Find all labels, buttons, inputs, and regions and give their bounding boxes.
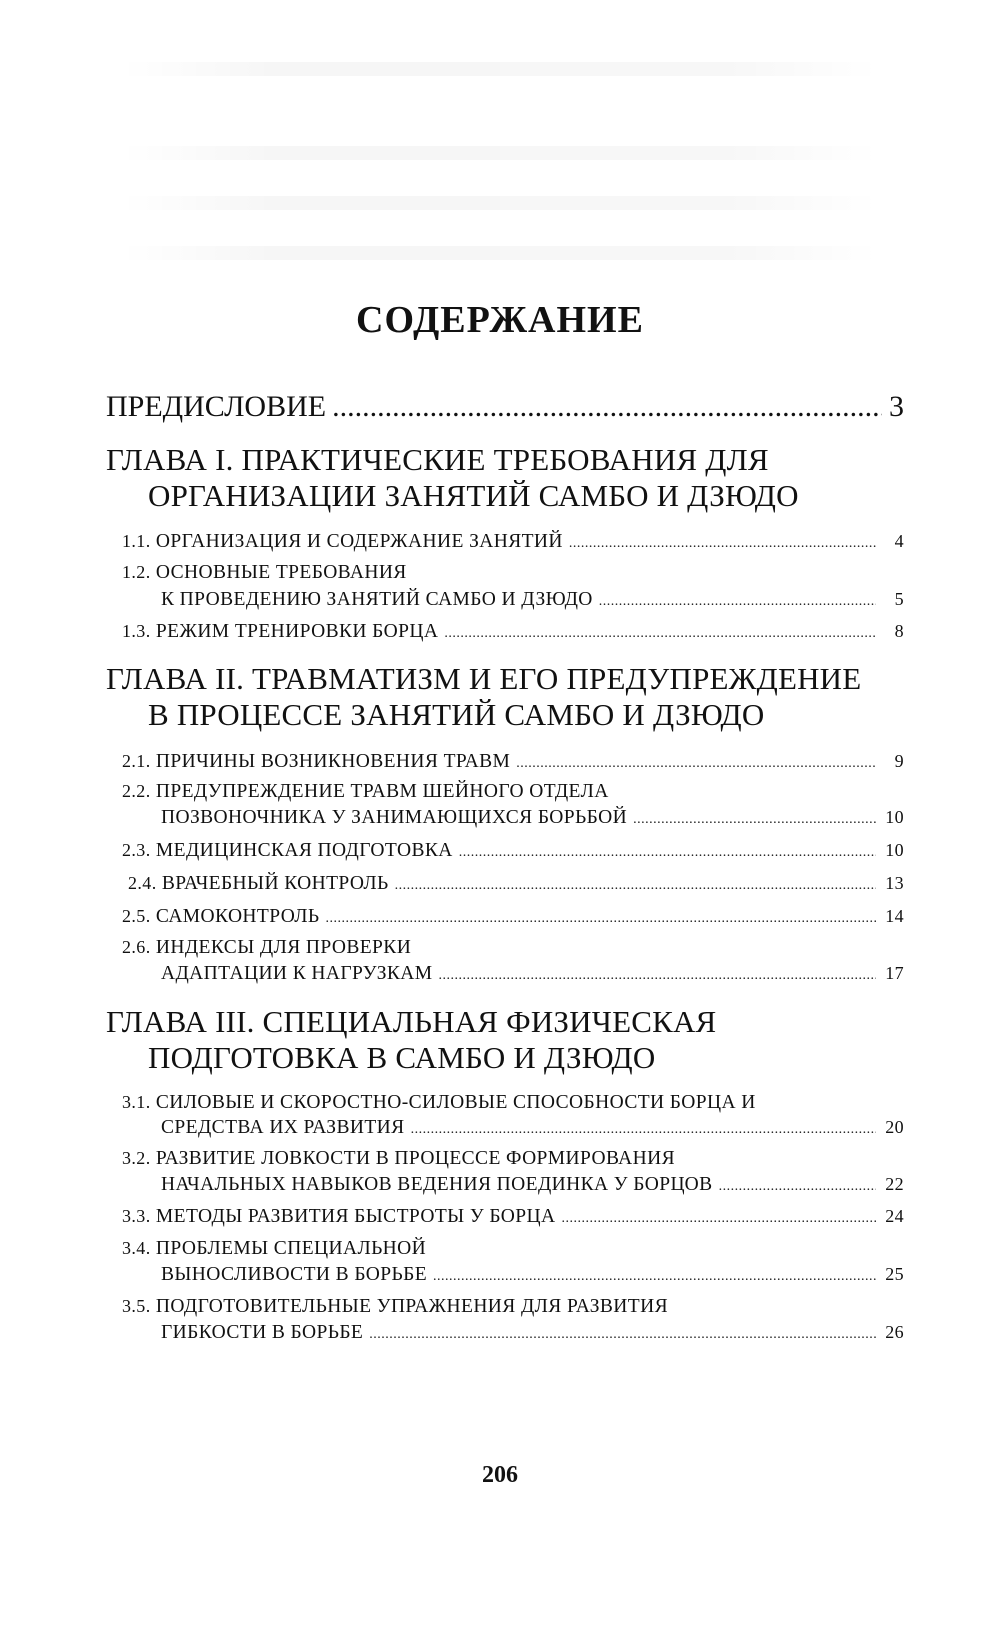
dot-leader bbox=[369, 1327, 876, 1343]
section-number: 2.6. bbox=[122, 937, 151, 957]
section-title: ОРГАНИЗАЦИЯ И СОДЕРЖАНИЕ ЗАНЯТИЙ bbox=[155, 531, 563, 552]
dot-leader bbox=[325, 911, 876, 927]
section-number: 3.2. bbox=[122, 1148, 151, 1168]
section-title: РЕЖИМ ТРЕНИРОВКИ БОРЦА bbox=[155, 621, 439, 642]
section-title: ПРЕДУПРЕЖДЕНИЕ ТРАВМ ШЕЙНОГО ОТДЕЛА bbox=[155, 781, 609, 802]
toc-entry[interactable] bbox=[161, 807, 904, 829]
dot-leader bbox=[332, 390, 882, 424]
toc-entry-page: 26 bbox=[885, 1322, 904, 1342]
section-title: ОСНОВНЫЕ ТРЕБОВАНИЯ bbox=[155, 562, 407, 583]
toc-entry-page: 8 bbox=[894, 621, 904, 641]
page-number: 206 bbox=[482, 1462, 518, 1488]
section-number: 3.1. bbox=[122, 1092, 151, 1112]
chapter-heading: ГЛАВА III. СПЕЦИАЛЬНАЯ ФИЗИЧЕСКАЯ bbox=[106, 1004, 717, 1039]
toc-entry[interactable] bbox=[161, 1117, 904, 1139]
section-title: ИНДЕКСЫ ДЛЯ ПРОВЕРКИ bbox=[155, 937, 412, 958]
toc-entry[interactable] bbox=[128, 873, 904, 895]
toc-entry[interactable] bbox=[161, 963, 904, 985]
toc-entry[interactable] bbox=[161, 589, 904, 611]
dot-leader bbox=[411, 1122, 876, 1138]
section-title-cont: ГИБКОСТИ В БОРЬБЕ bbox=[161, 1322, 364, 1343]
chapter-heading-cont: В ПРОЦЕССЕ ЗАНЯТИЙ САМБО И ДЗЮДО bbox=[148, 697, 765, 732]
toc-entry[interactable] bbox=[122, 531, 904, 553]
toc-entry-line bbox=[122, 1092, 756, 1114]
toc-entry-page: 3 bbox=[889, 390, 904, 423]
dot-leader bbox=[516, 756, 876, 772]
section-title-cont: ПОЗВОНОЧНИКА У ЗАНИМАЮЩИХСЯ БОРЬБОЙ bbox=[161, 807, 628, 828]
dot-leader bbox=[719, 1179, 876, 1195]
toc-entry[interactable] bbox=[122, 840, 904, 862]
section-title: САМОКОНТРОЛЬ bbox=[155, 906, 320, 927]
section-number: 2.2. bbox=[122, 781, 151, 801]
dot-leader bbox=[599, 594, 876, 610]
section-title: ВРАЧЕБНЫЙ КОНТРОЛЬ bbox=[161, 873, 389, 894]
section-number: 2.1. bbox=[122, 751, 151, 771]
toc-entry-line bbox=[122, 937, 411, 959]
toc-entry-page: 22 bbox=[885, 1174, 904, 1194]
toc-entry-preface[interactable] bbox=[106, 390, 904, 424]
toc-entry-page: 9 bbox=[894, 751, 904, 771]
toc-entry[interactable] bbox=[122, 751, 904, 773]
bleed-through-line bbox=[120, 246, 880, 260]
section-title-cont: АДАПТАЦИИ К НАГРУЗКАМ bbox=[161, 963, 433, 984]
section-title-cont: К ПРОВЕДЕНИЮ ЗАНЯТИЙ САМБО И ДЗЮДО bbox=[161, 589, 593, 610]
toc-entry-page: 25 bbox=[885, 1264, 904, 1284]
toc-entry-line bbox=[122, 562, 407, 584]
section-number: 2.4. bbox=[128, 873, 157, 893]
toc-entry[interactable] bbox=[161, 1174, 904, 1196]
toc-entry-line bbox=[122, 1296, 668, 1318]
toc-entry[interactable] bbox=[122, 906, 904, 928]
toc-entry[interactable] bbox=[161, 1322, 904, 1344]
dot-leader bbox=[395, 878, 876, 894]
toc-entry-page: 20 bbox=[885, 1117, 904, 1137]
section-title: МЕДИЦИНСКАЯ ПОДГОТОВКА bbox=[155, 840, 453, 861]
section-number: 1.1. bbox=[122, 531, 151, 551]
section-title-cont: ВЫНОСЛИВОСТИ В БОРЬБЕ bbox=[161, 1264, 428, 1285]
chapter-heading: ГЛАВА II. ТРАВМАТИЗМ И ЕГО ПРЕДУПРЕЖДЕНИЕ bbox=[106, 661, 862, 696]
toc-entry[interactable] bbox=[122, 621, 904, 643]
dot-leader bbox=[561, 1211, 876, 1227]
section-number: 1.3. bbox=[122, 621, 151, 641]
toc-title: СОДЕРЖАНИЕ bbox=[356, 299, 644, 341]
section-title-cont: НАЧАЛЬНЫХ НАВЫКОВ ВЕДЕНИЯ ПОЕДИНКА У БОРЦОВ bbox=[161, 1174, 713, 1195]
bleed-through-line bbox=[120, 196, 880, 210]
section-number: 3.3. bbox=[122, 1206, 151, 1226]
dot-leader bbox=[459, 845, 876, 861]
section-number: 1.2. bbox=[122, 562, 151, 582]
toc-entry-page: 13 bbox=[885, 873, 904, 893]
section-title: РАЗВИТИЕ ЛОВКОСТИ В ПРОЦЕССЕ ФОРМИРОВАНИЯ bbox=[155, 1148, 676, 1169]
chapter-heading-cont: ПОДГОТОВКА В САМБО И ДЗЮДО bbox=[148, 1040, 656, 1075]
chapter-heading-cont: ОРГАНИЗАЦИИ ЗАНЯТИЙ САМБО И ДЗЮДО bbox=[148, 478, 799, 513]
toc-entry-page: 4 bbox=[894, 531, 904, 551]
section-number: 2.5. bbox=[122, 906, 151, 926]
dot-leader bbox=[569, 536, 876, 552]
toc-entry-line bbox=[122, 1238, 426, 1260]
dot-leader bbox=[633, 812, 876, 828]
section-number: 3.5. bbox=[122, 1296, 151, 1316]
toc-entry-line bbox=[122, 1148, 675, 1170]
dot-leader bbox=[433, 1269, 876, 1285]
section-number: 2.3. bbox=[122, 840, 151, 860]
section-title: ПОДГОТОВИТЕЛЬНЫЕ УПРАЖНЕНИЯ ДЛЯ РАЗВИТИЯ bbox=[155, 1296, 668, 1317]
toc-entry-page: 10 bbox=[885, 840, 904, 860]
toc-entry-page: 17 bbox=[885, 963, 904, 983]
toc-entry[interactable] bbox=[161, 1264, 904, 1286]
toc-entry-page: 14 bbox=[885, 906, 904, 926]
section-number: 3.4. bbox=[122, 1238, 151, 1258]
chapter-heading: ГЛАВА I. ПРАКТИЧЕСКИЕ ТРЕБОВАНИЯ ДЛЯ bbox=[106, 442, 769, 477]
toc-entry[interactable] bbox=[122, 1206, 904, 1228]
toc-entry-line bbox=[122, 781, 609, 803]
toc-entry-page: 5 bbox=[894, 589, 904, 609]
section-title: ПРИЧИНЫ ВОЗНИКНОВЕНИЯ ТРАВМ bbox=[155, 751, 511, 772]
toc-entry-label: ПРЕДИСЛОВИЕ bbox=[106, 390, 327, 423]
dot-leader bbox=[439, 968, 876, 984]
section-title: МЕТОДЫ РАЗВИТИЯ БЫСТРОТЫ У БОРЦА bbox=[155, 1206, 556, 1227]
section-title: СИЛОВЫЕ И СКОРОСТНО-СИЛОВЫЕ СПОСОБНОСТИ БОРЦА И bbox=[155, 1092, 756, 1113]
bleed-through-line bbox=[120, 62, 880, 76]
section-title-cont: СРЕДСТВА ИХ РАЗВИТИЯ bbox=[161, 1117, 405, 1138]
section-title: ПРОБЛЕМЫ СПЕЦИАЛЬНОЙ bbox=[155, 1238, 427, 1259]
toc-entry-page: 10 bbox=[885, 807, 904, 827]
dot-leader bbox=[444, 626, 876, 642]
toc-entry-page: 24 bbox=[885, 1206, 904, 1226]
bleed-through-line bbox=[120, 146, 880, 160]
